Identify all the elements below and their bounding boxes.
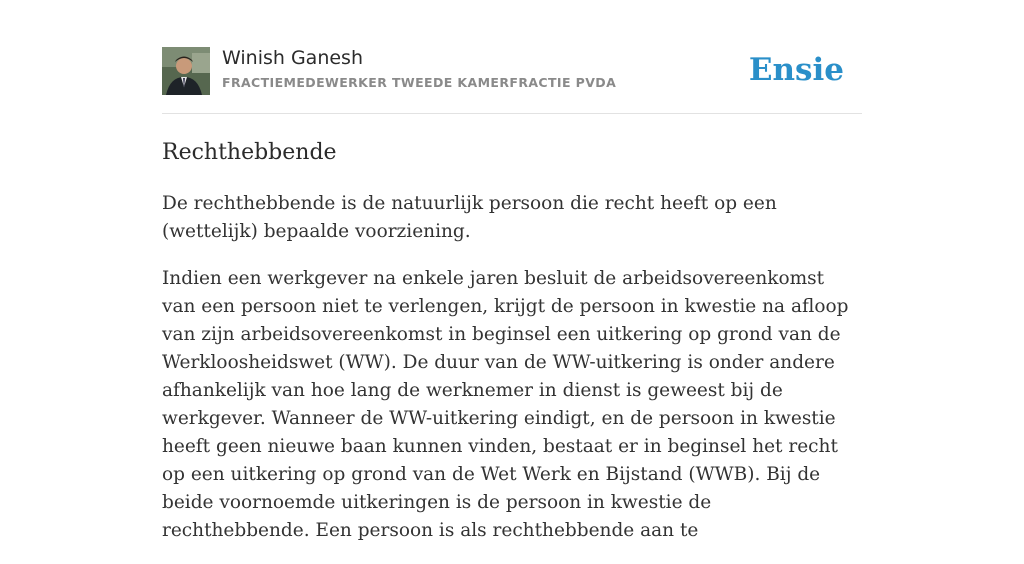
article-body (162, 190, 862, 564)
ensie-logo[interactable]: Ensie (748, 52, 844, 88)
author-avatar[interactable] (162, 47, 210, 95)
author-header (162, 46, 862, 114)
author-name[interactable]: Winish Ganesh (222, 47, 363, 69)
paragraph: Indien een werkgever na enkele jaren besluit de arbeidsovereenkomst van een persoon niet te verlengen, krijgt de persoon in kwestie na afloop van zijn arbeidsovereenkomst in beginsel een uitkering op grond van de Werkloosheidswet (WW). De duur van de WW-uitkering is onder andere afhankelijk van hoe lang de werknemer in dienst is geweest bij de werkgever. Wanneer de WW-uitkering eindigt, en de persoon in kwestie heeft geen nieuwe baan kunnen vinden, bestaat er in beginsel het recht op een uitkering op grond van de Wet Werk en Bijstand (WWB). Bij de beide voornoemde uitkeringen is de persoon in kwestie de rechthebbende. Een persoon is als rechthebbende aan te (162, 268, 849, 541)
avatar-photo (162, 47, 210, 95)
page-title: Rechthebbende (162, 140, 337, 165)
author-role: FRACTIEMEDEWERKER TWEEDE KAMERFRACTIE PVDA (222, 75, 617, 90)
paragraph: De rechthebbende is de natuurlijk persoon die recht heeft op een (wettelijk) bepaalde voorziening. (162, 193, 777, 242)
